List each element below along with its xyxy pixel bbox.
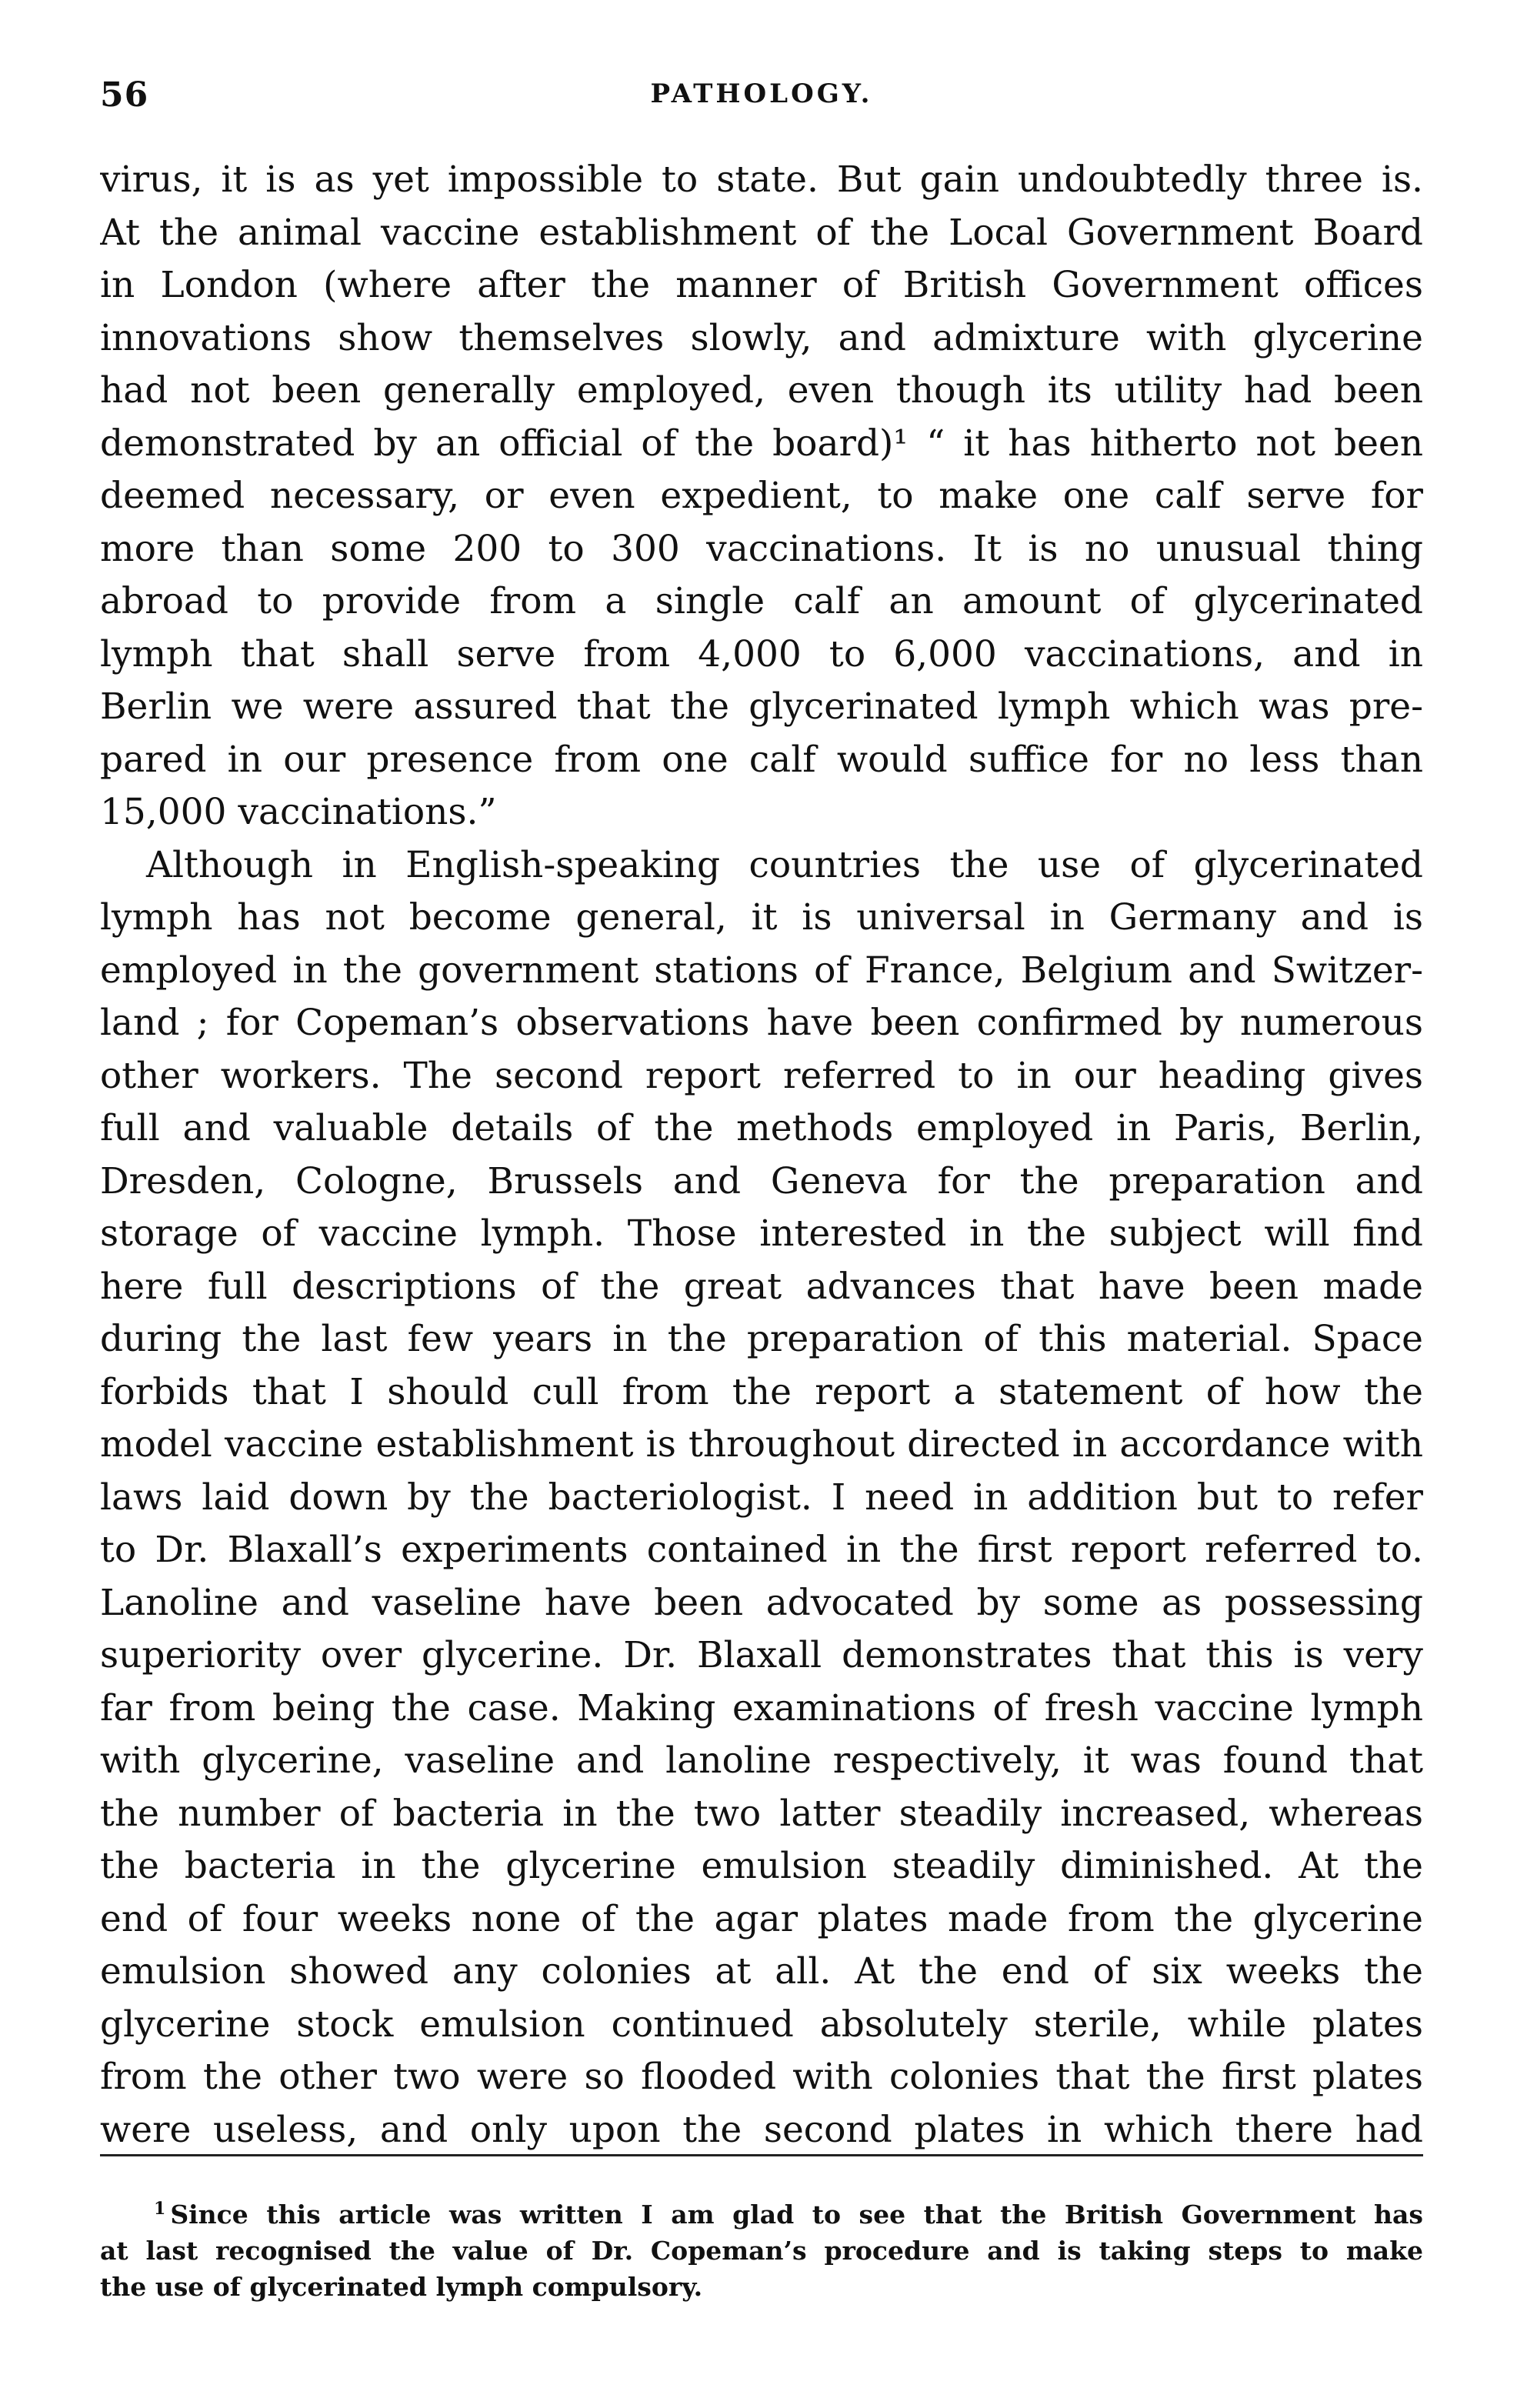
book-page — [100, 0, 1423, 2408]
text-line: end of four weeks none of the agar plates made from the glycerine — [100, 1897, 1423, 1940]
body-text — [100, 154, 1423, 2156]
text-line: model vaccine establishment is throughout directed in accordance with — [100, 1423, 1423, 1466]
text-line: Berlin we were assured that the glycerinated lymph which was pre- — [100, 685, 1423, 728]
text-line: Dresden, Cologne, Brussels and Geneva for the preparation and — [100, 1159, 1423, 1202]
text-line: innovations show themselves slowly, and admixture with glycerine — [100, 316, 1423, 359]
text-line: here full descriptions of the great advances that have been made — [100, 1265, 1423, 1308]
text-line: more than some 200 to 300 vaccinations. It is no unusual thing — [100, 527, 1423, 570]
footnote-line: the use of glycerinated lymph compulsory. — [100, 2272, 703, 2302]
text-line: forbids that I should cull from the report a statement of how the — [100, 1370, 1423, 1413]
text-line: lymph has not become general, it is universal in Germany and is — [100, 896, 1423, 939]
footnote-area — [100, 2196, 1423, 2305]
text-line: superiority over glycerine. Dr. Blaxall demonstrates that this is very — [100, 1634, 1423, 1676]
footnote-text: Since this article was written I am glad to see that the British Government has — [170, 2200, 1423, 2230]
text-line: Lanoline and vaseline have been advocated by some as possessing — [100, 1581, 1423, 1624]
text-line: pared in our presence from one calf would suffice for no less than — [100, 738, 1423, 781]
text-line: from the other two were so flooded with colonies that the first plates — [100, 2056, 1423, 2098]
text-line: far from being the case. Making examinations of fresh vaccine lymph — [100, 1686, 1423, 1729]
text-line: the bacteria in the glycerine emulsion steadily diminished. At the — [100, 1845, 1423, 1887]
text-line: employed in the government stations of France, Belgium and Switzer- — [100, 949, 1423, 992]
running-title: PATHOLOGY. — [650, 78, 873, 109]
text-line: land ; for Copeman’s observations have been confirmed by numerous — [100, 1002, 1423, 1044]
text-line: emulsion showed any colonies at all. At the end of six weeks the — [100, 1950, 1423, 1993]
text-line: virus, it is as yet impossible to state. But gain undoubtedly three is. — [100, 158, 1423, 201]
text-line: glycerine stock emulsion continued absolutely sterile, while plates — [100, 2003, 1423, 2046]
paragraph-start-line: Although in English-speaking countries the use of glycerinated — [146, 843, 1423, 886]
text-line: in London (where after the manner of British Government offices — [100, 264, 1423, 306]
text-line: storage of vaccine lymph. Those interested in the subject will find — [100, 1212, 1423, 1255]
text-line: laws laid down by the bacteriologist. I need in addition but to refer — [100, 1476, 1423, 1519]
footnote-divider — [100, 2154, 1423, 2156]
text-line: 15,000 vaccinations.” — [100, 791, 497, 833]
text-line: lymph that shall serve from 4,000 to 6,000 vaccinations, and in — [100, 632, 1423, 675]
text-line: were useless, and only upon the second plates in which there had — [100, 2108, 1423, 2151]
page-number: 56 — [100, 75, 149, 115]
text-line: full and valuable details of the methods employed in Paris, Berlin, — [100, 1107, 1423, 1149]
text-line: with glycerine, vaseline and lanoline respectively, it was found that — [100, 1739, 1423, 1782]
page-header — [100, 75, 1423, 122]
text-line: demonstrated by an official of the board)¹ “ it has hitherto not been — [100, 422, 1423, 465]
footnote-line — [100, 2196, 1423, 2233]
text-line: during the last few years in the preparation of this material. Space — [100, 1318, 1423, 1360]
text-line: to Dr. Blaxall’s experiments contained in the first report referred to. — [100, 1529, 1423, 1571]
text-line: had not been generally employed, even though its utility had been — [100, 369, 1423, 412]
text-line: At the animal vaccine establishment of the Local Government Board — [100, 211, 1423, 254]
text-line: other workers. The second report referred to in our heading gives — [100, 1054, 1423, 1097]
footnote-marker: 1 — [154, 2199, 166, 2219]
text-line: abroad to provide from a single calf an amount of glycerinated — [100, 580, 1423, 622]
text-line: the number of bacteria in the two latter steadily increased, whereas — [100, 1792, 1423, 1835]
footnote-line: at last recognised the value of Dr. Copeman’s procedure and is taking steps to make — [100, 2236, 1423, 2266]
text-line: deemed necessary, or even expedient, to make one calf serve for — [100, 475, 1423, 517]
